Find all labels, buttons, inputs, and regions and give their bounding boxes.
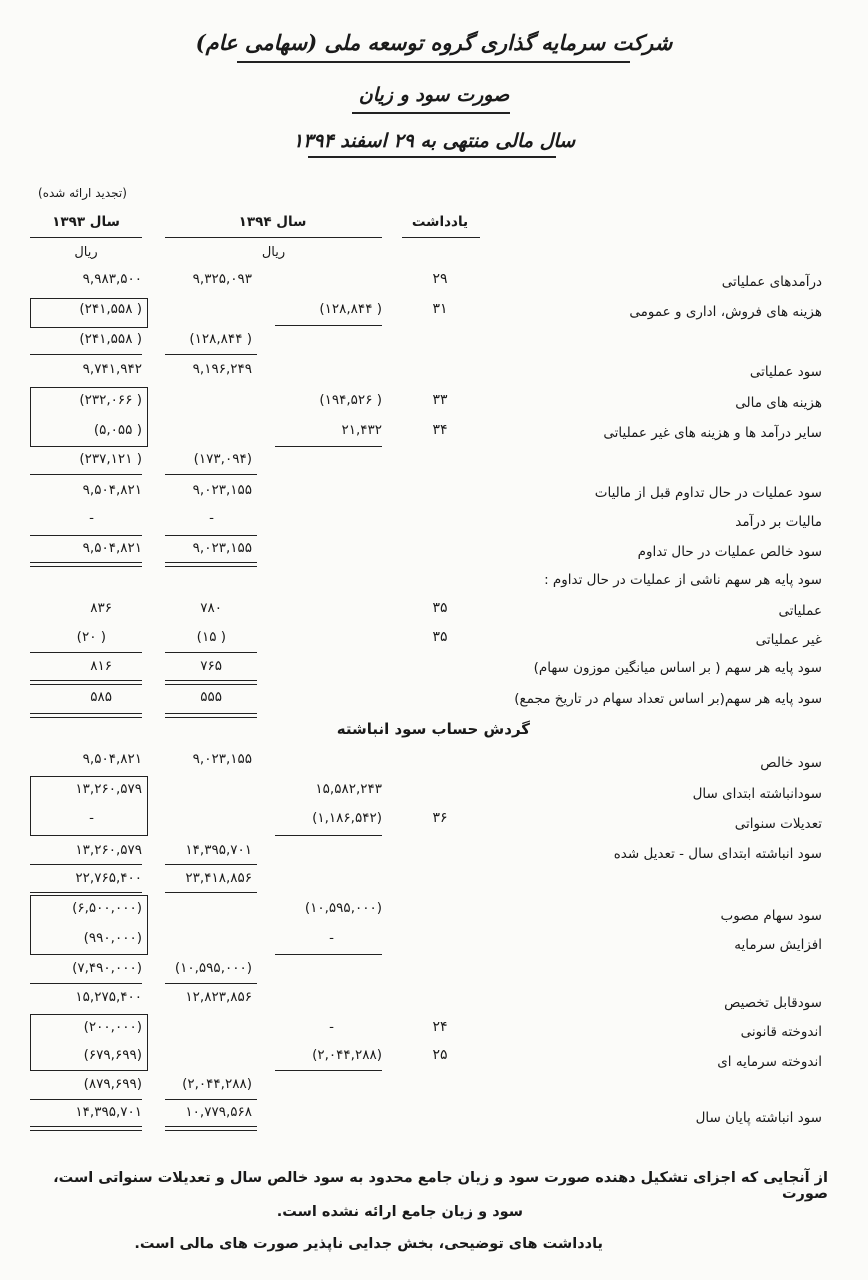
row-detail: (۲,۰۴۴,۲۸۸)	[312, 1047, 382, 1063]
row-prev: ۱۳,۲۶۰,۵۷۹	[75, 842, 142, 858]
statement-title-underline	[352, 112, 510, 114]
row-curr: (۱۰,۵۹۵,۰۰۰)	[174, 960, 252, 976]
company-title-underline	[237, 61, 630, 63]
rule	[275, 835, 382, 836]
row-prev: ۸۱۶	[90, 658, 112, 674]
row-label: سود پایه هر سهم ( بر اساس میانگین موزون سهام)	[533, 660, 822, 676]
unit-prev: ریال	[74, 245, 98, 260]
row-label: سود پایه هر سهم(بر اساس تعداد سهام در تاریخ مجمع)	[514, 691, 822, 707]
row-label: سود انباشته پایان سال	[695, 1110, 822, 1126]
row-prev: (۲۳۲,۰۶۶ )	[79, 392, 142, 408]
row-note: ۳۶	[432, 810, 448, 826]
row-prev: (۲۰ )	[76, 629, 106, 645]
row-curr: ۹,۰۲۳,۱۵۵	[192, 751, 252, 767]
rule	[30, 474, 142, 475]
double-rule	[165, 1126, 257, 1131]
row-detail: ۲۱,۴۳۲	[341, 422, 382, 438]
footer-line-3: یادداشت های توضیحی، بخش جدایی ناپذیر صورت های مالی است.	[134, 1236, 603, 1252]
box-reserves	[30, 1014, 148, 1071]
row-curr: (۱۷۳,۰۹۴)	[193, 451, 252, 467]
rule	[30, 892, 142, 893]
rule	[30, 983, 142, 984]
row-prev: ۵۸۵	[90, 689, 112, 705]
row-label: تعدیلات سنواتی	[734, 816, 822, 832]
row-note: ۲۴	[432, 1019, 448, 1035]
box-dividends-capital	[30, 895, 148, 955]
row-note: ۲۹	[432, 271, 448, 287]
col-curr-year: سال ۱۳۹۴	[238, 214, 307, 230]
row-label: هزینه های مالی	[735, 395, 822, 411]
row-curr: ۹,۰۲۳,۱۵۵	[192, 482, 252, 498]
double-rule	[165, 680, 257, 685]
row-prev: ۹,۵۰۴,۸۲۱	[82, 540, 142, 556]
row-detail: -	[329, 930, 334, 946]
row-label: سایر درآمد ها و هزینه های غیر عملیاتی	[603, 425, 822, 441]
double-rule	[30, 562, 142, 567]
rule	[275, 1070, 382, 1071]
row-curr: ۹,۰۲۳,۱۵۵	[192, 540, 252, 556]
row-label: مالیات بر درآمد	[735, 514, 822, 530]
row-curr: ۷۶۵	[200, 658, 222, 674]
rule	[165, 892, 257, 893]
row-detail: (۱,۱۸۶,۵۴۲)	[312, 810, 382, 826]
restated-note: (تجدید ارائه شده)	[38, 186, 127, 200]
footer-line-2: سود و زیان جامع ارائه نشده است.	[276, 1204, 523, 1220]
statement-title: صورت سود و زیان	[358, 84, 510, 106]
row-prev: ۱۴,۳۹۵,۷۰۱	[75, 1104, 142, 1120]
box-finance-other	[30, 387, 148, 447]
row-note: ۳۳	[432, 392, 448, 408]
company-title: شرکت سرمایه گذاری گروه توسعه ملی (سهامی عام)	[195, 30, 673, 55]
period-title: سال مالی منتهی به ۲۹ اسفند ۱۳۹۴	[292, 130, 576, 152]
row-note: ۳۴	[432, 422, 448, 438]
rule	[165, 864, 257, 865]
row-prev: ۲۲,۷۶۵,۴۰۰	[75, 870, 142, 886]
row-curr: (۲,۰۴۴,۲۸۸)	[182, 1076, 252, 1092]
rule	[275, 446, 382, 447]
row-curr: ۵۵۵	[200, 689, 222, 705]
row-detail: (۱۹۴,۵۲۶ )	[319, 392, 382, 408]
row-label: سود عملیاتی	[749, 364, 822, 380]
row-prev: (۸۷۹,۶۹۹)	[83, 1076, 142, 1092]
unit-curr: ریال	[261, 245, 286, 260]
col-prev-header-rule	[30, 237, 142, 238]
double-rule	[30, 680, 142, 685]
row-prev: ۱۵,۲۷۵,۴۰۰	[75, 989, 142, 1005]
row-prev: -	[89, 510, 94, 526]
row-prev: (۲۴۱,۵۵۸ )	[79, 331, 142, 347]
row-label: افزایش سرمایه	[734, 937, 822, 953]
rule	[30, 354, 142, 355]
row-curr: ۹,۳۲۵,۰۹۳	[192, 271, 252, 287]
row-label: سود عملیات در حال تداوم قبل از مالیات	[594, 485, 822, 501]
row-prev: (۹۹۰,۰۰۰)	[83, 930, 142, 946]
rule	[30, 1099, 142, 1100]
double-rule	[30, 713, 142, 718]
row-label: سود پایه هر سهم ناشی از عملیات در حال تداوم :	[544, 572, 822, 588]
row-label: عملیاتی	[778, 603, 822, 619]
row-prev: ۱۳,۲۶۰,۵۷۹	[75, 781, 142, 797]
row-prev: (۲۰۰,۰۰۰)	[83, 1019, 142, 1035]
row-label: سود سهام مصوب	[720, 908, 822, 924]
row-curr: ۱۲,۸۲۳,۸۵۶	[185, 989, 252, 1005]
row-label: درآمدهای عملیاتی	[721, 274, 822, 290]
col-curr-header-rule	[165, 237, 382, 238]
col-note-header-rule	[402, 237, 480, 238]
row-detail: (۱۲۸,۸۴۴ )	[319, 301, 382, 317]
row-curr: ۱۰,۷۷۹,۵۶۸	[185, 1104, 252, 1120]
row-prev: (۷,۴۹۰,۰۰۰)	[72, 960, 142, 976]
retained-earnings-title: گردش حساب سود انباشته	[336, 720, 530, 738]
rule	[165, 354, 257, 355]
box-selling-expenses	[30, 298, 148, 328]
rule	[30, 535, 142, 536]
row-detail: (۱۰,۵۹۵,۰۰۰)	[304, 900, 382, 916]
rule	[165, 652, 257, 653]
col-note: یادداشت	[411, 214, 469, 230]
row-curr: ۹,۱۹۶,۲۴۹	[192, 361, 252, 377]
row-prev: ۹,۹۸۳,۵۰۰	[82, 271, 142, 287]
row-label: سود خالص عملیات در حال تداوم	[637, 544, 822, 560]
row-note: ۲۵	[432, 1047, 448, 1063]
row-curr: (۱۲۸,۸۴۴ )	[189, 331, 252, 347]
footer-line-1: از آنجایی که اجزای تشکیل دهنده صورت سود و زیان جامع محدود به سود خالص سال و تعدیلات سنواتی است، صورت	[53, 1170, 828, 1202]
row-prev: ۹,۷۴۱,۹۴۲	[82, 361, 142, 377]
row-prev: (۵,۰۵۵ )	[93, 422, 142, 438]
row-prev: -	[89, 810, 94, 826]
box-opening-adjustments	[30, 776, 148, 836]
double-rule	[165, 713, 257, 718]
row-curr: -	[209, 510, 214, 526]
row-prev: (۶,۵۰۰,۰۰۰)	[72, 900, 142, 916]
col-prev-year: سال ۱۳۹۳	[52, 214, 120, 230]
row-curr: ۲۳,۴۱۸,۸۵۶	[185, 870, 252, 886]
row-detail: ۱۵,۵۸۲,۲۴۳	[315, 781, 382, 797]
row-label: سودانباشته ابتدای سال	[692, 786, 822, 802]
rule	[275, 954, 382, 955]
rule	[165, 1099, 257, 1100]
row-prev: (۶۷۹,۶۹۹)	[83, 1047, 142, 1063]
rule	[275, 325, 382, 326]
row-label: هزینه های فروش، اداری و عمومی	[629, 304, 822, 320]
rule	[165, 983, 257, 984]
row-note: ۳۱	[432, 301, 448, 317]
row-label: اندوخته سرمایه ای	[717, 1054, 822, 1070]
rule	[165, 474, 257, 475]
rule	[165, 535, 257, 536]
row-label: سود خالص	[760, 755, 822, 771]
double-rule	[165, 562, 257, 567]
row-prev: ۹,۵۰۴,۸۲۱	[82, 751, 142, 767]
row-label: اندوخته قانونی	[740, 1024, 822, 1040]
rule	[30, 864, 142, 865]
row-detail: -	[329, 1019, 334, 1035]
rule	[30, 652, 142, 653]
row-curr: (۱۵ )	[196, 629, 226, 645]
row-prev: ۸۳۶	[90, 600, 112, 616]
row-label: سود انباشته ابتدای سال - تعدیل شده	[613, 846, 822, 862]
row-label: سودقابل تخصیص	[724, 995, 822, 1011]
row-note: ۳۵	[432, 629, 448, 645]
row-prev: ۹,۵۰۴,۸۲۱	[82, 482, 142, 498]
row-note: ۳۵	[432, 600, 448, 616]
row-prev: (۲۳۷,۱۲۱ )	[79, 451, 142, 467]
row-curr: ۷۸۰	[200, 600, 222, 616]
period-title-underline	[308, 156, 556, 158]
row-label: غیر عملیاتی	[755, 632, 822, 648]
double-rule	[30, 1126, 142, 1131]
row-curr: ۱۴,۳۹۵,۷۰۱	[185, 842, 252, 858]
row-prev: (۲۴۱,۵۵۸ )	[79, 301, 142, 317]
